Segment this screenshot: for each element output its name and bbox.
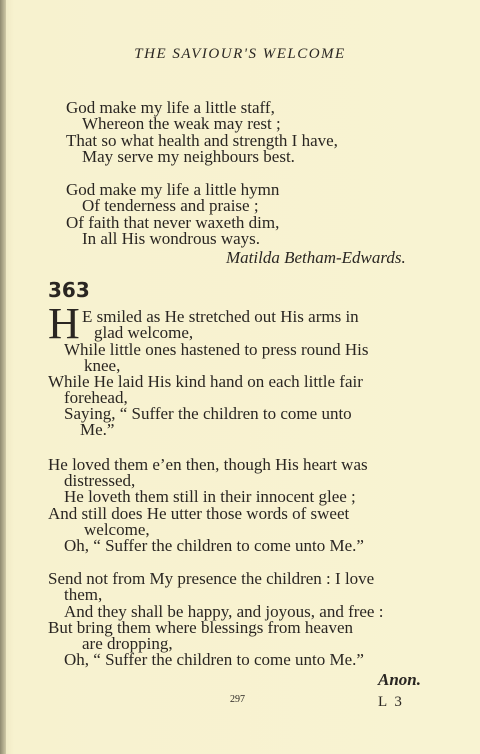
hymn-line: Saying, “ Suffer the children to come unto xyxy=(64,404,352,423)
signature-mark: L 3 xyxy=(378,694,404,710)
hymn-line: forehead, xyxy=(64,388,128,407)
hymn-line: While little ones hastened to press round His xyxy=(64,340,369,359)
hymn-number: 363 xyxy=(48,278,90,302)
poem-line: May serve my neighbours best. xyxy=(82,147,295,166)
hymn-line: glad welcome, xyxy=(94,323,194,342)
page-number: 297 xyxy=(230,694,245,705)
hymn-line: Oh, “ Suffer the children to come unto Me.” xyxy=(64,650,364,669)
poem-line: God make my life a little hymn xyxy=(66,180,280,199)
hymn-line: Me.” xyxy=(80,420,115,439)
hymn-line: distressed, xyxy=(64,471,136,490)
poem-line: Of tenderness and praise ; xyxy=(82,196,259,215)
hymn-line: While He laid His kind hand on each little fair xyxy=(48,372,363,391)
hymn-line: them, xyxy=(64,585,103,604)
page-spine-edge xyxy=(0,0,6,754)
hymn-line: And still does He utter those words of sweet xyxy=(48,504,350,523)
hymn-line: are dropping, xyxy=(82,634,173,653)
hymn-line: knee, xyxy=(84,356,121,375)
poem-line: Whereon the weak may rest ; xyxy=(82,114,281,133)
hymn-line: And they shall be happy, and joyous, and free : xyxy=(64,602,384,621)
drop-cap-letter: H xyxy=(48,299,80,348)
running-title: THE SAVIOUR'S WELCOME xyxy=(134,46,346,62)
hymn-line: He loved them e’en then, though His heart was xyxy=(48,455,368,474)
hymn-line: Oh, “ Suffer the children to come unto Me.” xyxy=(64,536,364,555)
hymn-line: E smiled as He stretched out His arms in xyxy=(82,307,359,326)
poem-attribution: Matilda Betham-Edwards. xyxy=(226,248,406,267)
poem-line: That so what health and strength I have, xyxy=(66,131,338,150)
hymn-line: He loveth them still in their innocent glee ; xyxy=(64,487,356,506)
poem-line: In all His wondrous ways. xyxy=(82,229,261,248)
poem-line: Of faith that never waxeth dim, xyxy=(66,213,280,232)
hymn-line: Send not from My presence the children : I love xyxy=(48,569,375,588)
hymn-attribution: Anon. xyxy=(378,670,421,689)
hymn-line: welcome, xyxy=(84,520,150,539)
hymn-line: But bring them where blessings from heaven xyxy=(48,618,353,637)
poem-line: God make my life a little staff, xyxy=(66,98,275,117)
